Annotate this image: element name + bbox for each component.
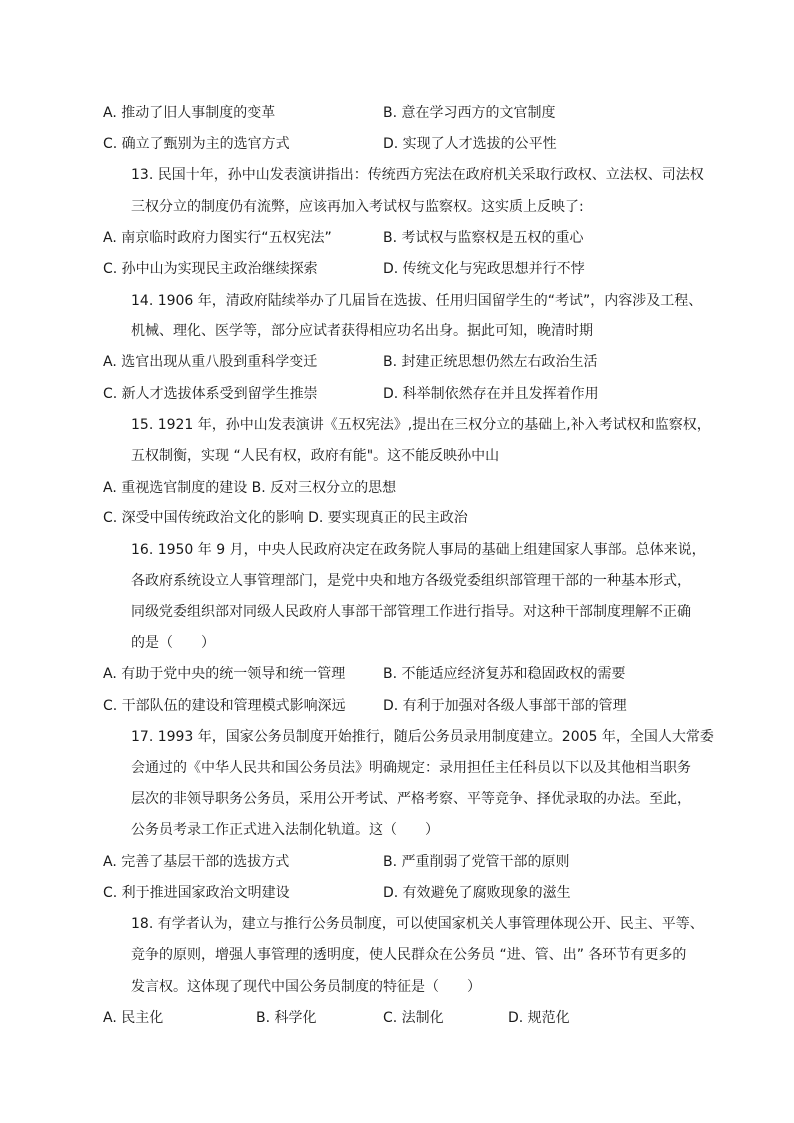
q13-stem-line-2: 三权分立的制度仍有流弊，应该再加入考试权与监察权。这实质上反映了:: [131, 199, 584, 215]
q18-option-b: B. 科学化: [256, 1010, 317, 1026]
q12-option-a: A. 推动了旧人事制度的变革: [103, 105, 276, 121]
q17-stem-line-4: 公务员考录工作正式进入法制化轨道。这（ ）: [131, 822, 439, 838]
q16-option-a: A. 有助于党中央的统一领导和统一管理: [103, 666, 346, 682]
q15-stem-line-1: 15. 1921 年，孙中山发表演讲《五权宪法》,提出在三权分立的基础上,补入考试权和监察权，: [131, 417, 711, 433]
q17-option-d: D. 有效避免了腐败现象的滋生: [383, 885, 571, 901]
q12-option-c: C. 确立了甄别为主的选官方式: [103, 136, 290, 152]
q17-option-a: A. 完善了基层干部的选拔方式: [103, 854, 290, 870]
q18-option-a: A. 民主化: [103, 1010, 164, 1026]
q14-option-d: D. 科举制依然存在并且发挥着作用: [383, 386, 599, 402]
q14-stem-line-2: 机械、理化、医学等，部分应试者获得相应功名出身。据此可知，晚清时期: [131, 323, 593, 339]
q12-option-d: D. 实现了人才选拔的公平性: [383, 136, 557, 152]
q14-stem-line-1: 14. 1906 年，清政府陆续举办了几届旨在选拔、任用归国留学生的“考试”，内容涉及工程、: [131, 293, 703, 309]
q13-option-b: B. 考试权与监察权是五权的重心: [383, 230, 584, 246]
q18-stem-line-3: 发言权。这体现了现代中国公务员制度的特征是（ ）: [131, 979, 481, 995]
q16-stem-line-2: 各政府系统设立人事管理部门，是党中央和地方各级党委组织部管理干部的一种基本形式，: [131, 573, 691, 589]
q16-stem-line-3: 同级党委组织部对同级人民政府人事部干部管理工作进行指导。对这种干部制度理解不正确: [131, 604, 691, 620]
q15-options-cd: C. 深受中国传统政治文化的影响 D. 要实现真正的民主政治: [103, 510, 468, 526]
q16-option-d: D. 有利于加强对各级人事部干部的管理: [383, 698, 627, 714]
q14-option-a: A. 选官出现从重八股到重科学变迁: [103, 354, 318, 370]
q12-option-b: B. 意在学习西方的文官制度: [383, 105, 556, 121]
q16-option-b: B. 不能适应经济复苏和稳固政权的需要: [383, 666, 626, 682]
q16-stem-line-4: 的是（ ）: [131, 635, 215, 651]
q17-stem-line-2: 会通过的《中华人民共和国公务员法》明确规定：录用担任主任科员以下以及其他相当职务: [131, 760, 691, 776]
q13-option-a: A. 南京临时政府力图实行“五权宪法”: [103, 230, 332, 246]
q17-option-c: C. 利于推进国家政治文明建设: [103, 885, 290, 901]
q18-stem-line-2: 竞争的原则，增强人事管理的透明度，使人民群众在公务员 “进、管、出” 各环节有更多的: [131, 947, 687, 963]
q17-option-b: B. 严重削弱了党管干部的原则: [383, 854, 570, 870]
q18-option-d: D. 规范化: [508, 1010, 570, 1026]
q15-options-ab: A. 重视选官制度的建设 B. 反对三权分立的思想: [103, 480, 397, 496]
q17-stem-line-1: 17. 1993 年，国家公务员制度开始推行，随后公务员录用制度建立。2005 年，全国人大常委: [131, 729, 714, 745]
q16-option-c: C. 干部队伍的建设和管理模式影响深远: [103, 698, 346, 714]
q13-option-d: D. 传统文化与宪政思想并行不悖: [383, 261, 585, 277]
q18-stem-line-1: 18. 有学者认为，建立与推行公务员制度，可以使国家机关人事管理体现公开、民主、平等、: [131, 916, 704, 932]
q17-stem-line-3: 层次的非领导职务公务员，采用公开考试、严格考察、平等竞争、择优录取的办法。至此，: [131, 791, 691, 807]
q13-option-c: C. 孙中山为实现民主政治继续探索: [103, 261, 318, 277]
q16-stem-line-1: 16. 1950 年 9 月，中央人民政府决定在政务院人事局的基础上组建国家人事部。总体来说，: [131, 542, 706, 558]
q15-stem-line-2: 五权制衡，实现 “人民有权，政府有能"。这不能反映孙中山: [131, 448, 500, 464]
q18-option-c: C. 法制化: [383, 1010, 444, 1026]
q13-stem-line-1: 13. 民国十年，孙中山发表演讲指出：传统西方宪法在政府机关采取行政权、立法权、司法权: [131, 167, 704, 183]
q14-option-c: C. 新人才选拔体系受到留学生推崇: [103, 386, 318, 402]
q14-option-b: B. 封建正统思想仍然左右政治生活: [383, 354, 598, 370]
